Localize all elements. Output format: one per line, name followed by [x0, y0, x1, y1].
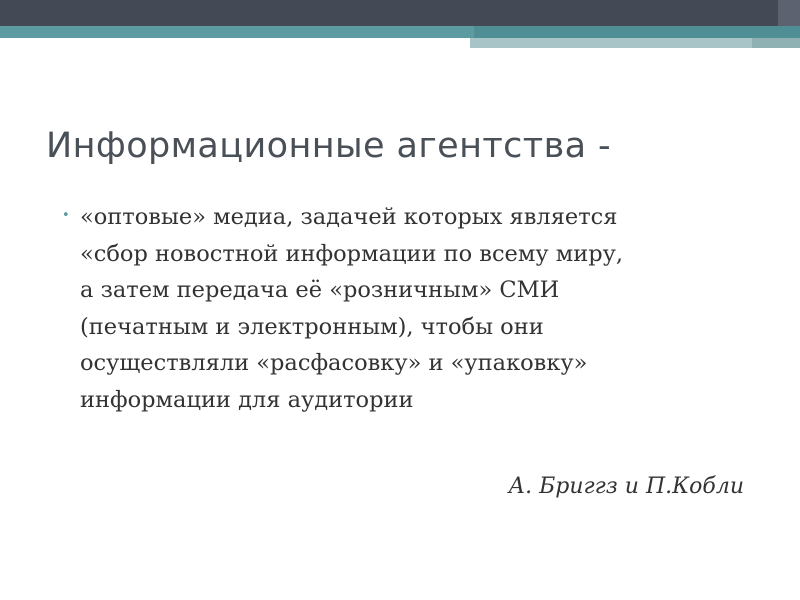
bullet-text-line: «оптовые» медиа, задачей которых является	[80, 204, 618, 230]
bullet-text-line: осуществляли «расфасовку» и «упаковку»	[80, 350, 588, 376]
bullet-text-line: а затем передача её «розничным» СМИ	[80, 277, 560, 303]
bullet-text-line: (печатным и электронным), чтобы они	[80, 313, 544, 340]
header-bar-light-accent	[752, 38, 800, 48]
slide-title: Информационные агентства -	[46, 126, 612, 166]
bullet-text-line: «сбор новостной информации по всему миру,	[80, 240, 624, 267]
header-bar-teal-accent	[474, 26, 800, 38]
bullet-text-line: информации для аудитории	[80, 386, 414, 413]
bullet-icon: •	[62, 208, 70, 223]
header-bar-light	[470, 38, 800, 48]
attribution: А. Бриггз и П.Кобли	[508, 474, 744, 499]
header-bar-dark-accent	[778, 0, 800, 26]
header-bar-dark	[0, 0, 800, 26]
bullet-list	[62, 199, 762, 418]
bullet-item	[62, 199, 762, 418]
